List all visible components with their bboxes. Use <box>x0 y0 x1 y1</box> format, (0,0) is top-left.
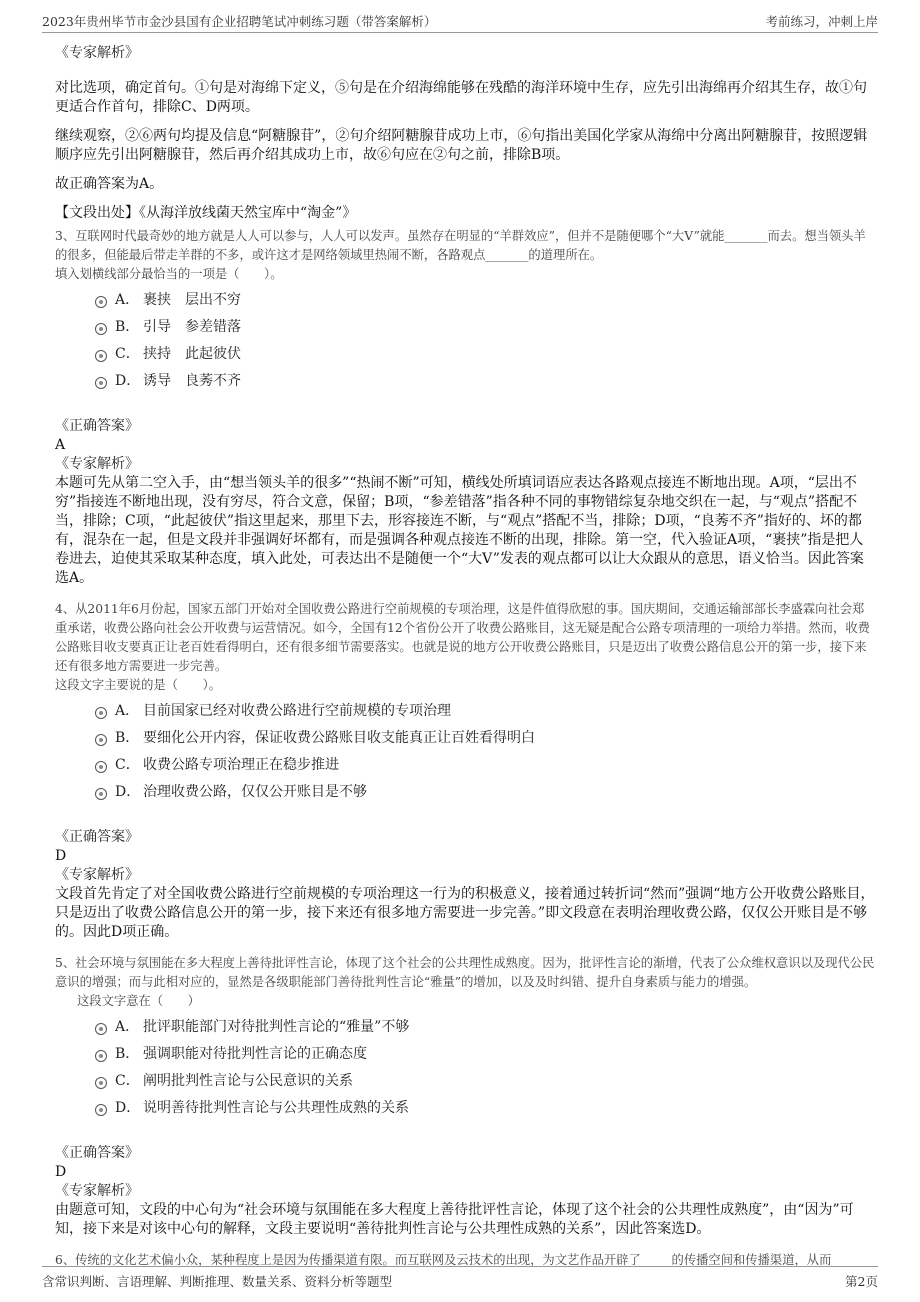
question-6-stem: 6、传统的文化艺术偏小众，某种程度上是因为传播渠道有限。而互联网及云技术的出现，为文艺作品开辟了_____的传播空间和传播渠道，从而 <box>55 1253 832 1267</box>
option-b[interactable]: B． 要细化公开内容，保证收费公路账目收支能真正让百姓看得明白 <box>95 725 875 752</box>
option-d[interactable]: D． 诱导 良莠不齐 <box>95 368 875 395</box>
radio-icon[interactable] <box>95 1050 107 1062</box>
option-a[interactable]: A． 裹挟 层出不穷 <box>95 287 875 314</box>
option-list <box>95 1014 875 1122</box>
radio-icon[interactable] <box>95 296 107 308</box>
question-4 <box>55 600 875 942</box>
option-list <box>95 287 875 395</box>
answer-label: 《正确答案》 <box>55 1145 139 1161</box>
header-title: 2023年贵州毕节市金沙县国有企业招聘笔试冲刺练习题（带答案解析） <box>42 14 437 29</box>
answer-label: 《正确答案》 <box>55 829 139 845</box>
option-c[interactable]: C． 收费公路专项治理正在稳步推进 <box>95 752 875 779</box>
answer-value: A <box>55 437 66 453</box>
radio-icon[interactable] <box>95 788 107 800</box>
expert-label: 《专家解析》 <box>55 45 139 61</box>
page-header <box>42 10 878 33</box>
question-prompt: 这段文字主要说的是（ ）。 <box>55 678 222 692</box>
option-d[interactable]: D． 治理收费公路，仅仅公开账目是不够 <box>95 779 875 806</box>
answer-value: D <box>55 848 67 864</box>
explanation: 文段首先肯定了对全国收费公路进行空前规模的专项治理这一行为的积极意义，接着通过转折词“然而”强调“地方公开收费公路账目，只是迈出了收费公路信息公开的第一步，接下来还有很多地方需要进一步完善。”即文段意在表明治理收费公路，仅仅公开账目是不够的。因此D项正确。 <box>55 886 875 940</box>
question-stem: 5、社会环境与氛围能在多大程度上善待批评性言论，体现了这个社会的公共理性成熟度。因为，批评性言论的渐增，代表了公众维权意识以及现代公民意识的增强；而与此相对应的，显然是各级职能部门善待批判性言论“雅量”的增加，以及及时纠错、提升自身素质与能力的增强。 <box>55 956 875 989</box>
page-number: 第2页 <box>845 1274 878 1289</box>
header-slogan: 考前练习，冲刺上岸 <box>765 14 878 29</box>
radio-icon[interactable] <box>95 734 107 746</box>
explanation: 本题可先从第二空入手，由“想当领头羊的很多”“热闹不断”可知，横线处所填词语应表达各路观点接连不断地出现。A项，“层出不穷”指接连不断地出现，没有穷尽，符合文意，保留；B项，“参差错落”指各种不同的事物错综复杂地交织在一起，与“观点”搭配不当，排除；C项，“此起彼伏”指这里起来，那里下去，形容接连不断，与“观点”搭配不当，排除；D项，“良莠不齐”指好的、坏的都有，混杂在一起，但是文段并非强调好坏都有，而是强调各种观点接连不断的出现，排除。第一空，代入验证A项，“裹挟”指是把人卷进去，迫使其采取某种态度，填入此处，可表达出不是随便一个“大V”发表的观点都可以让大众跟从的意思，语义恰当。因此答案选A。 <box>55 475 864 586</box>
radio-icon[interactable] <box>95 707 107 719</box>
option-a[interactable]: A． 目前国家已经对收费公路进行空前规模的专项治理 <box>95 698 875 725</box>
radio-icon[interactable] <box>95 1077 107 1089</box>
answer-value: D <box>55 1164 67 1180</box>
question-5 <box>55 954 875 1239</box>
radio-icon[interactable] <box>95 377 107 389</box>
option-b[interactable]: B． 引导 参差错落 <box>95 314 875 341</box>
radio-icon[interactable] <box>95 323 107 335</box>
option-b[interactable]: B． 强调职能对待批判性言论的正确态度 <box>95 1041 875 1068</box>
option-c[interactable]: C． 阐明批判性言论与公民意识的关系 <box>95 1068 875 1095</box>
page-footer <box>42 1266 878 1291</box>
expert-label: 《专家解析》 <box>55 867 139 883</box>
option-a[interactable]: A． 批评职能部门对待批判性言论的“雅量”不够 <box>95 1014 875 1041</box>
option-d[interactable]: D． 说明善待批判性言论与公共理性成熟的关系 <box>95 1095 875 1122</box>
radio-icon[interactable] <box>95 761 107 773</box>
radio-icon[interactable] <box>95 350 107 362</box>
option-list <box>95 698 875 806</box>
answer-label: 《正确答案》 <box>55 418 139 434</box>
footer-categories: 含常识判断、言语理解、判断推理、数量关系、资料分析等题型 <box>42 1274 393 1289</box>
radio-icon[interactable] <box>95 1104 107 1116</box>
expert-label: 《专家解析》 <box>55 456 139 472</box>
question-prompt: 这段文字意在（ ） <box>77 994 200 1008</box>
text-source: 【文段出处】《从海洋放线菌天然宝库中“淘金”》 <box>55 205 357 221</box>
question-prompt: 填入划横线部分最恰当的一项是（ ）。 <box>55 267 283 281</box>
analysis-paragraph: 继续观察，②⑥两句均提及信息“阿糖腺苷”，②句介绍阿糖腺苷成功上市，⑥句指出美国化学家从海绵中分离出阿糖腺苷，按照逻辑顺序应先引出阿糖腺苷，然后再介绍其成功上市，故⑥句应在②句之前，排除B项。 <box>55 128 868 163</box>
page-content <box>55 40 875 1270</box>
option-c[interactable]: C． 挟持 此起彼伏 <box>95 341 875 368</box>
radio-icon[interactable] <box>95 1023 107 1035</box>
analysis-paragraph: 对比选项，确定首句。①句是对海绵下定义，⑤句是在介绍海绵能够在残酷的海洋环境中生存，应先引出海绵再介绍其生存，故①句更适合作首句，排除C、D两项。 <box>55 80 867 115</box>
question-stem: 4、从2011年6月份起，国家五部门开始对全国收费公路进行空前规模的专项治理，这是件值得欣慰的事。国庆期间，交通运输部部长李盛霖向社会郑重承诺，收费公路向社会公开收费与运营情况。如今，全国有12个省份公开了收费公路账目，这无疑是配合公路专项清理的一项给力举措。然而，收费公路账目收支要真正让老百姓看得明白，还有很多细节需要落实。也就是说的地方公开收费公路账目，只是迈出了收费公路信息公开的第一步，接下来还有很多地方需要进一步完善。 <box>55 602 870 673</box>
explanation: 由题意可知，文段的中心句为“社会环境与氛围能在多大程度上善待批评性言论，体现了这个社会的公共理性成熟度”，由“因为”可知，接下来是对该中心句的解释，文段主要说明“善待批判性言论与公共理性成熟的关系”，因此答案选D。 <box>55 1202 854 1237</box>
expert-label: 《专家解析》 <box>55 1183 139 1199</box>
question-3 <box>55 227 875 588</box>
question-stem: 3、互联网时代最奇妙的地方就是人人可以参与，人人可以发声。虽然存在明显的“羊群效应”，但并不是随便哪个“大V”就能_______而去。想当领头羊的很多，但能最后带走羊群的不多，或许这才是网络领域里热闹不断，各路观点_______的道理所在。 <box>55 229 866 262</box>
analysis-conclusion: 故正确答案为A。 <box>55 176 164 192</box>
